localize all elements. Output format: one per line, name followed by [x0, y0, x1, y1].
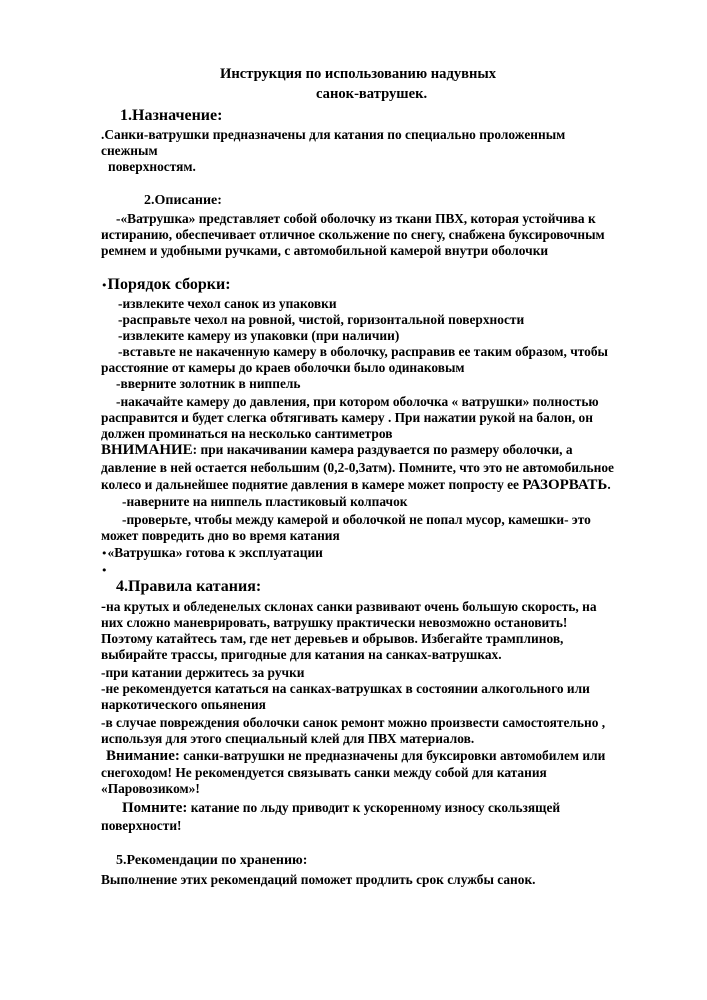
section-4-line: снегоходом! Не рекомендуется связывать санки между собой для катания: [101, 765, 547, 780]
section-3-line: -вставьте не накаченную камеру в оболочку, расправив ее таким образом, чтобы: [118, 344, 609, 359]
section-3-line: может повредить дно во время катания: [101, 528, 340, 543]
section-4-line: [101, 599, 597, 615]
line-text: «Ватрушка» готова к эксплуатации: [107, 545, 323, 560]
empty-bullet-line: [101, 562, 108, 579]
emphasis-text: РАЗОРВАТЬ: [522, 477, 608, 493]
section-5-heading: 5.Рекомендации по хранению:: [116, 853, 308, 868]
section-4-line: поверхности!: [101, 818, 182, 833]
warning-line: [101, 442, 573, 458]
section-1-line: .Санки-ватрушки предназначены для катания по специально проложенным: [101, 127, 566, 142]
bullet-icon: •: [101, 279, 108, 292]
section-3-line: -извлеките чехол санок из упаковки: [118, 296, 337, 311]
section-1-line: снежным: [101, 143, 158, 158]
remember-line: [122, 800, 560, 816]
doc-title-line1: Инструкция по использованию надувных: [220, 66, 497, 82]
section-4-line: используя для этого специальный клей для ПВХ материалов.: [101, 731, 475, 746]
section-4-line: Поэтому катайтесь там, где нет деревьев и обрывов. Избегайте трамплинов,: [101, 631, 564, 646]
section-3-line: -наверните на ниппель пластиковый колпачок: [122, 494, 408, 509]
section-3-line: -накачайте камеру до давления, при котором оболочка « ватрушки» полностью: [116, 394, 599, 409]
section-1-heading: 1.Назначение:: [120, 107, 223, 124]
warning-line: [106, 748, 605, 764]
section-3-line: [101, 477, 611, 493]
section-4-line: -при катании держитесь за ручки: [101, 665, 305, 680]
line-text: колесо и дальнейшее поднятие давления в камере может попросту ее: [101, 477, 523, 492]
warning-label: ВНИМАНИЕ: [101, 442, 193, 458]
bullet-icon: •: [101, 547, 108, 560]
section-3-line: -проверьте, чтобы между камерой и оболочкой не попал мусор, камешки- это: [122, 512, 591, 527]
dash-mark: -: [101, 599, 106, 615]
section-4-line: них сложно маневрировать, ватрушку практически невозможно остановить!: [101, 615, 568, 630]
section-3-line: давление в ней остается небольшим (0,2-0,3атм). Помните, что это не автомобильное: [101, 460, 614, 475]
section-3-line: должен проминаться на несколько сантиметров: [101, 426, 393, 441]
section-3-heading: [101, 277, 231, 294]
section-3-line: -извлеките камеру из упаковки (при наличии): [118, 328, 400, 343]
section-4-line: выбирайте трассы, пригодные для катания на санках-ватрушках.: [101, 647, 502, 662]
bullet-icon: •: [101, 564, 108, 577]
section-3-line: [101, 545, 323, 562]
section-3-line: -расправьте чехол на ровной, чистой, горизонтальной поверхности: [118, 312, 525, 327]
section-4-line: наркотического опьянения: [101, 697, 266, 712]
section-2-heading: 2.Описание:: [144, 193, 222, 208]
doc-title-line2: санок-ватрушек.: [316, 86, 428, 102]
section-3-line: -вверните золотник в ниппель: [116, 376, 301, 391]
section-2-line: -«Ватрушка» представляет собой оболочку из ткани ПВХ, которая устойчива к: [116, 211, 596, 226]
remember-label: Помните:: [122, 800, 188, 816]
section-2-line: истиранию, обеспечивает отличное скольжение по снегу, снабжена буксировочным: [101, 227, 605, 242]
section-3-line: расправится и будет слегка обтягивать камеру . При нажатии рукой на балон, он: [101, 410, 593, 425]
line-text: .: [607, 477, 611, 492]
line-text: на крутых и обледенелых склонах санки развивают очень большую скорость, на: [106, 599, 597, 614]
section-1-line: поверхностям.: [108, 159, 196, 174]
section-4-line: -не рекомендуется кататься на санках-ватрушках в состоянии алкогольного или: [101, 681, 590, 696]
section-4-heading: 4.Правила катания:: [116, 578, 262, 595]
section-4-line: -в случае повреждения оболочки санок ремонт можно произвести самостоятельно ,: [101, 715, 606, 730]
remember-text: катание по льду приводит к ускоренному износу скользящей: [187, 800, 561, 815]
section-3-line: расстояние от камеры до краев оболочки было одинаковым: [101, 360, 465, 375]
section-4-line: «Паровозиком»!: [101, 781, 200, 796]
section-5-line: Выполнение этих рекомендаций поможет продлить срок службы санок.: [101, 872, 536, 887]
warning-text: : при накачивании камера раздувается по размеру оболочки, а: [192, 442, 573, 457]
warning-text: санки-ватрушки не предназначены для буксировки автомобилем или: [179, 748, 606, 763]
warning-label: Внимание:: [106, 748, 180, 764]
section-3-heading-text: Порядок сборки:: [107, 276, 231, 293]
section-2-line: ремнем и удобными ручками, с автомобильной камерой внутри оболочки: [101, 243, 549, 258]
